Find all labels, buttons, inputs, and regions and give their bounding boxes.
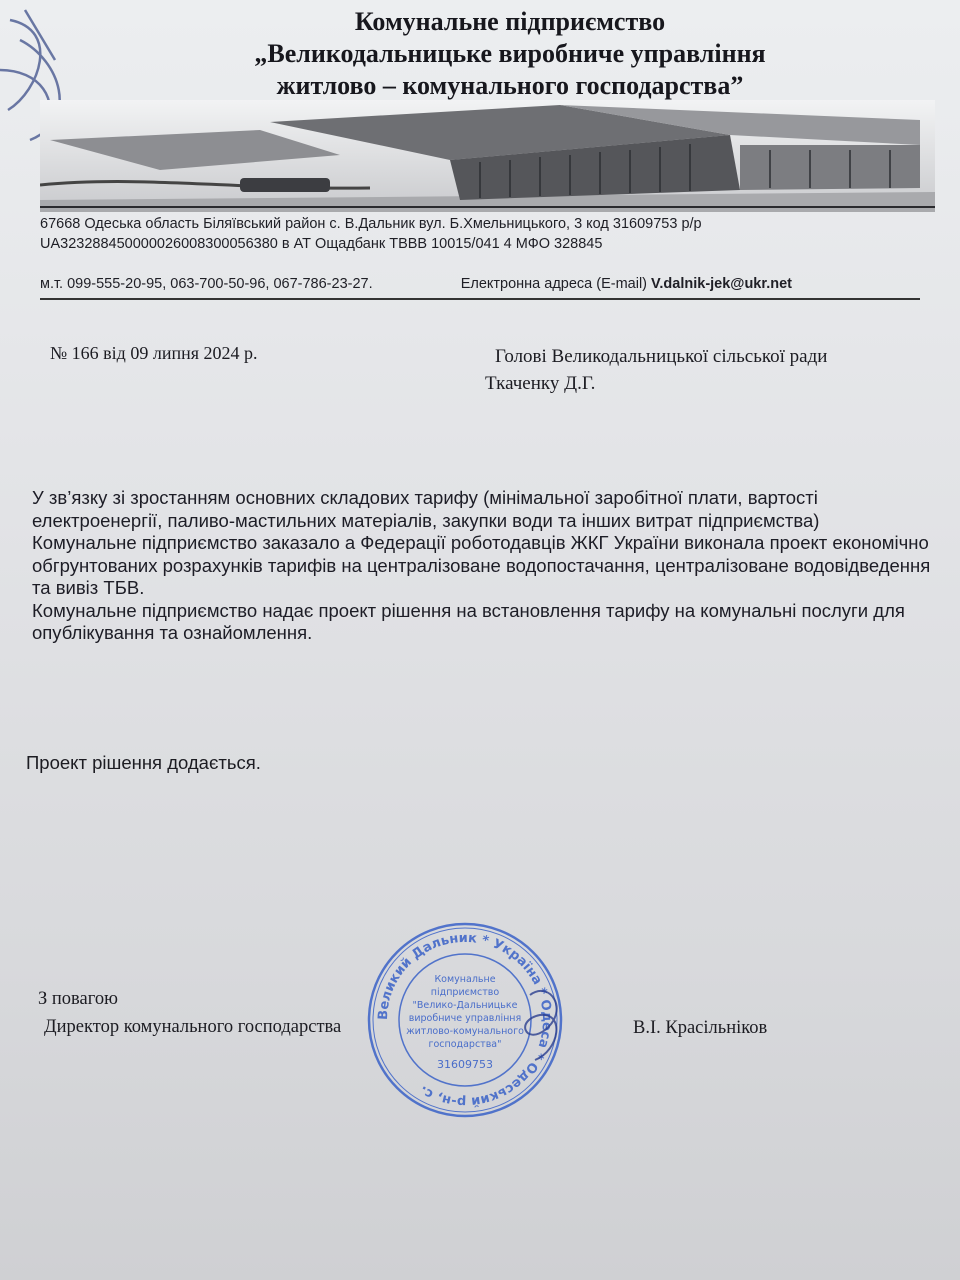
- company-stamp: [365, 920, 565, 1120]
- address-line-3: [40, 276, 930, 292]
- stamp-code: 31609753: [437, 1058, 493, 1071]
- body-paragraph-2: Комунальне підприємство заказало а Федерації роботодавців ЖКГ України виконала проект економічно обгрунтованих розрахунків тарифів на централізоване водопостачання, централізоване водовідведення та вивіз ТБВ.: [32, 532, 931, 598]
- stamp-line-5: житлово-комунального: [406, 1026, 524, 1037]
- attachment-note: Проект рішення додається.: [26, 752, 261, 773]
- body-paragraph-3: Комунальне підприємство надає проект рішення на встановлення тарифу на комунальні послуги для опублікування та ознайомлення.: [32, 599, 905, 643]
- letter-body: [32, 487, 932, 645]
- closing-block: [38, 985, 341, 1041]
- stamp-line-3: "Велико-Дальницьке: [412, 1000, 518, 1011]
- contact-phones: м.т. 099-555-20-95, 063-700-50-96, 067-786-23-27.: [40, 276, 373, 292]
- header-banner-illustration: [40, 100, 935, 212]
- company-title-line-3: житлово – комунального господарства”: [276, 71, 744, 100]
- signer-name: В.І. Красільніков: [633, 1018, 768, 1038]
- stamp-line-4: виробниче управління: [408, 1013, 522, 1024]
- stamp-line-2: підприємство: [430, 987, 500, 998]
- company-title-line-1: Комунальне підприємство: [354, 7, 666, 36]
- recipient-title: Голові Великодальницької сільської ради: [495, 346, 828, 367]
- stamp-line-1: Комунальне: [434, 974, 496, 985]
- body-paragraph-1: У зв’язку зі зростанням основних складових тарифу (мінімальної заробітної плати, вартості електроенергії, паливо-мастильних матеріалів, закупки води та інших витрат підприємства): [32, 487, 820, 531]
- stamp-ring-text: Великий Дальник * Україна * Одеса * Одеський р-н, с.: [375, 930, 555, 1110]
- stamp-line-6: господарства": [428, 1039, 502, 1050]
- email-address: V.dalnik-jek@ukr.net: [651, 276, 792, 292]
- company-title-line-2: „Великодальницьке виробниче управління: [254, 39, 766, 68]
- recipient-name: Ткаченку Д.Г.: [485, 373, 596, 394]
- address-divider: [40, 298, 920, 300]
- recipient-block: [485, 343, 828, 397]
- company-title: [150, 6, 870, 102]
- closing-regards: З повагою: [38, 989, 118, 1009]
- address-line-1: 67668 Одеська область Біляївський район с. В.Дальник вул. Б.Хмельницького, 3 код 31609753 р/р: [40, 216, 702, 232]
- address-line-2: UA323288450000026008300056380 в АТ Ощадбанк ТВВВ 10015/041 4 МФО 328845: [40, 236, 603, 252]
- signer-position: Директор комунального господарства: [44, 1017, 342, 1037]
- outgoing-number: № 166 від 09 липня 2024 р.: [50, 343, 258, 363]
- email-label: Електронна адреса (E-mail): [460, 276, 648, 292]
